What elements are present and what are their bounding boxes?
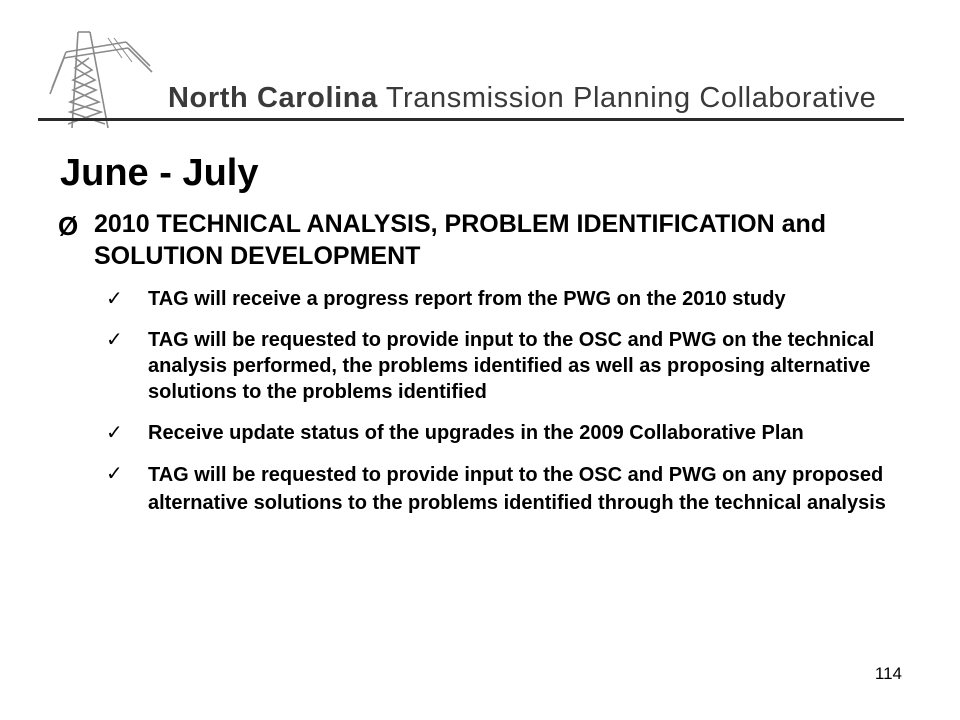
org-name-rest: Transmission Planning Collaborative [385,82,877,114]
list-item-text: TAG will be requested to provide input to the OSC and PWG on the technical analysis performed, the problems identified as well as proposing alternative solutions to the problems identified [148,329,875,403]
list-item-text: TAG will receive a progress report from the PWG on the 2010 study [148,288,786,310]
list-item [106,327,906,405]
list-item [106,286,906,312]
list-item [106,461,906,517]
checkmark-icon: ✓ [106,288,123,310]
checkmark-icon: ✓ [106,422,123,444]
list-item-text: TAG will be requested to provide input to the OSC and PWG on any proposed alternative solutions to the problems identified through the technical analysis [148,464,886,514]
organization-name [168,82,876,115]
checkmark-icon: ✓ [106,329,123,351]
page-number: 114 [874,664,902,683]
transmission-tower-icon [48,28,158,132]
list-item-text: Receive update status of the upgrades in the 2009 Collaborative Plan [148,422,804,444]
slide-title: June - July [60,152,259,194]
checkmark-icon: ✓ [106,463,123,485]
arrow-bullet-icon: Ø [58,211,79,241]
section-block [58,208,918,272]
list-item [106,420,906,446]
org-name-bold: North Carolina [168,82,378,114]
header-divider [38,118,904,121]
checklist [106,286,906,532]
section-heading: 2010 TECHNICAL ANALYSIS, PROBLEM IDENTIFICATION and SOLUTION DEVELOPMENT [94,210,827,270]
